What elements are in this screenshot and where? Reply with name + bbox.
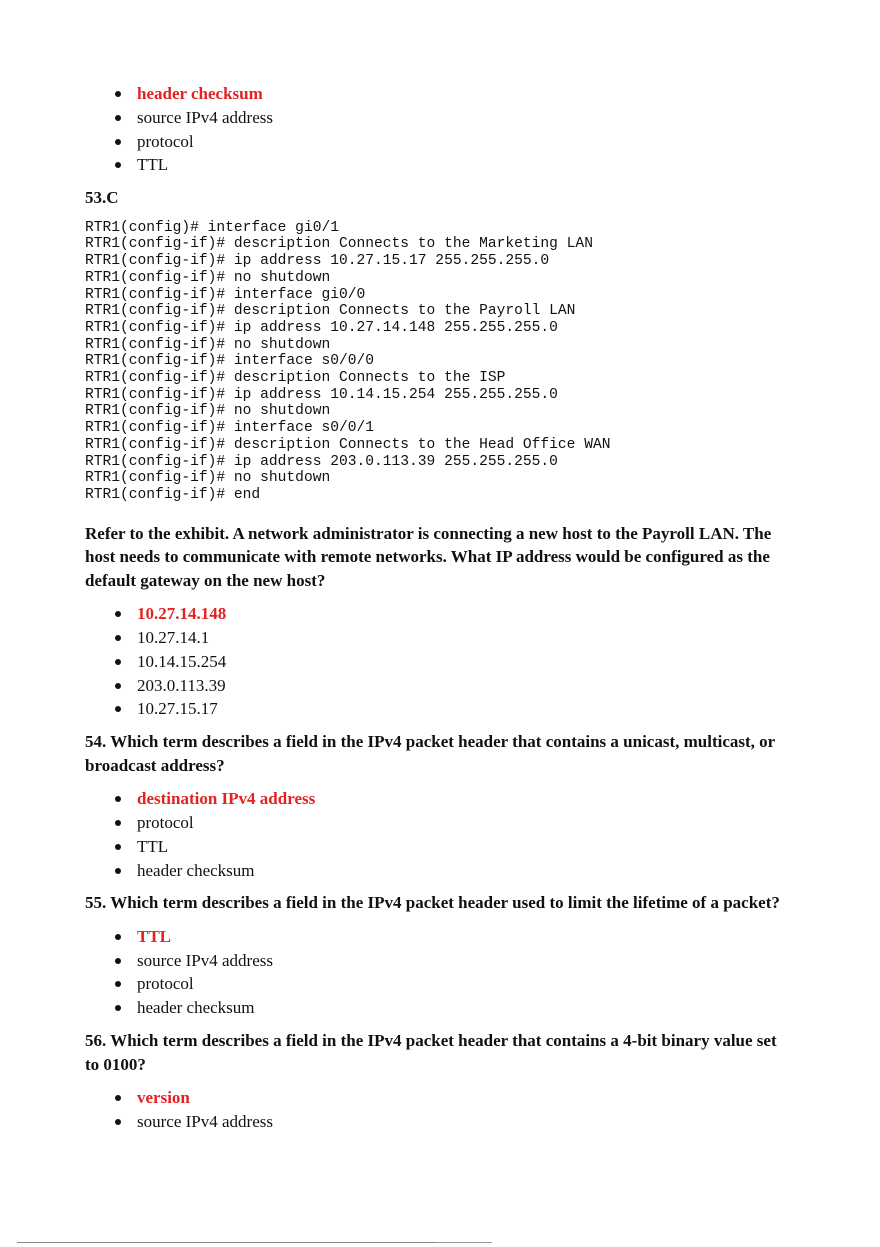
- answer-option: 10.27.15.17: [137, 697, 795, 721]
- config-line: RTR1(config-if)# interface s0/0/1: [85, 420, 375, 437]
- answer-option: protocol: [137, 130, 795, 154]
- answer-option: source IPv4 address: [137, 106, 795, 130]
- q56-question: 56. Which term describes a field in the IPv4 packet header that contains a 4-bit binary value set to 0100?: [85, 1031, 777, 1074]
- answer-option: 10.14.15.254: [137, 650, 795, 674]
- answer-option: header checksum: [137, 859, 795, 883]
- router-config-exhibit: [85, 220, 795, 504]
- q55-question: 55. Which term describes a field in the IPv4 packet header used to limit the lifetime of a packet?: [85, 893, 780, 913]
- config-line: RTR1(config-if)# no shutdown: [85, 403, 331, 420]
- answer-option: protocol: [137, 811, 795, 835]
- answer-option: 10.27.14.1: [137, 626, 795, 650]
- config-line: RTR1(config-if)# description Connects to the ISP: [85, 370, 506, 387]
- config-line: RTR1(config-if)# description Connects to the Payroll LAN: [85, 303, 576, 320]
- answer-option: 203.0.113.39: [137, 674, 795, 698]
- q53-label: 53.C: [85, 188, 119, 208]
- config-line: RTR1(config-if)# no shutdown: [85, 269, 331, 286]
- config-line: RTR1(config-if)# description Connects to the Marketing LAN: [85, 236, 593, 253]
- correct-answer-option: destination IPv4 address: [137, 787, 795, 811]
- answer-option: TTL: [137, 835, 795, 859]
- answer-option: TTL: [137, 153, 795, 177]
- config-line: RTR1(config-if)# ip address 203.0.113.39 255.255.255.0: [85, 453, 558, 470]
- correct-answer-option: header checksum: [137, 82, 795, 106]
- config-line: RTR1(config-if)# description Connects to the Head Office WAN: [85, 436, 611, 453]
- q56-options: [85, 1086, 795, 1134]
- q55-options: [85, 925, 795, 1020]
- q52-options: [85, 82, 795, 177]
- answer-option: source IPv4 address: [137, 949, 795, 973]
- correct-answer-option: TTL: [137, 925, 795, 949]
- config-line: RTR1(config-if)# end: [85, 486, 261, 503]
- footer-rule: [17, 1242, 492, 1243]
- answer-option: header checksum: [137, 996, 795, 1020]
- config-line: RTR1(config-if)# ip address 10.14.15.254 255.255.255.0: [85, 386, 558, 403]
- q54-question: 54. Which term describes a field in the IPv4 packet header that contains a unicast, multicast, or broadcast address?: [85, 732, 775, 775]
- config-line: RTR1(config-if)# interface gi0/0: [85, 286, 366, 303]
- config-line: RTR1(config-if)# no shutdown: [85, 470, 331, 487]
- config-line: RTR1(config-if)# interface s0/0/0: [85, 353, 375, 370]
- correct-answer-option: 10.27.14.148: [137, 602, 795, 626]
- config-line: RTR1(config-if)# ip address 10.27.15.17 255.255.255.0: [85, 253, 550, 270]
- q53-question: Refer to the exhibit. A network administrator is connecting a new host to the Payroll LAN. The host needs to communicate with remote networks. What IP address would be configured as the default gateway on the new host?: [85, 523, 772, 590]
- q54-options: [85, 787, 795, 882]
- document-page: [85, 82, 795, 1134]
- config-line: RTR1(config)# interface gi0/1: [85, 219, 339, 236]
- correct-answer-option: version: [137, 1086, 795, 1110]
- answer-option: protocol: [137, 972, 795, 996]
- q53-options: [85, 602, 795, 721]
- answer-option: source IPv4 address: [137, 1110, 795, 1134]
- config-line: RTR1(config-if)# ip address 10.27.14.148 255.255.255.0: [85, 319, 558, 336]
- config-line: RTR1(config-if)# no shutdown: [85, 336, 331, 353]
